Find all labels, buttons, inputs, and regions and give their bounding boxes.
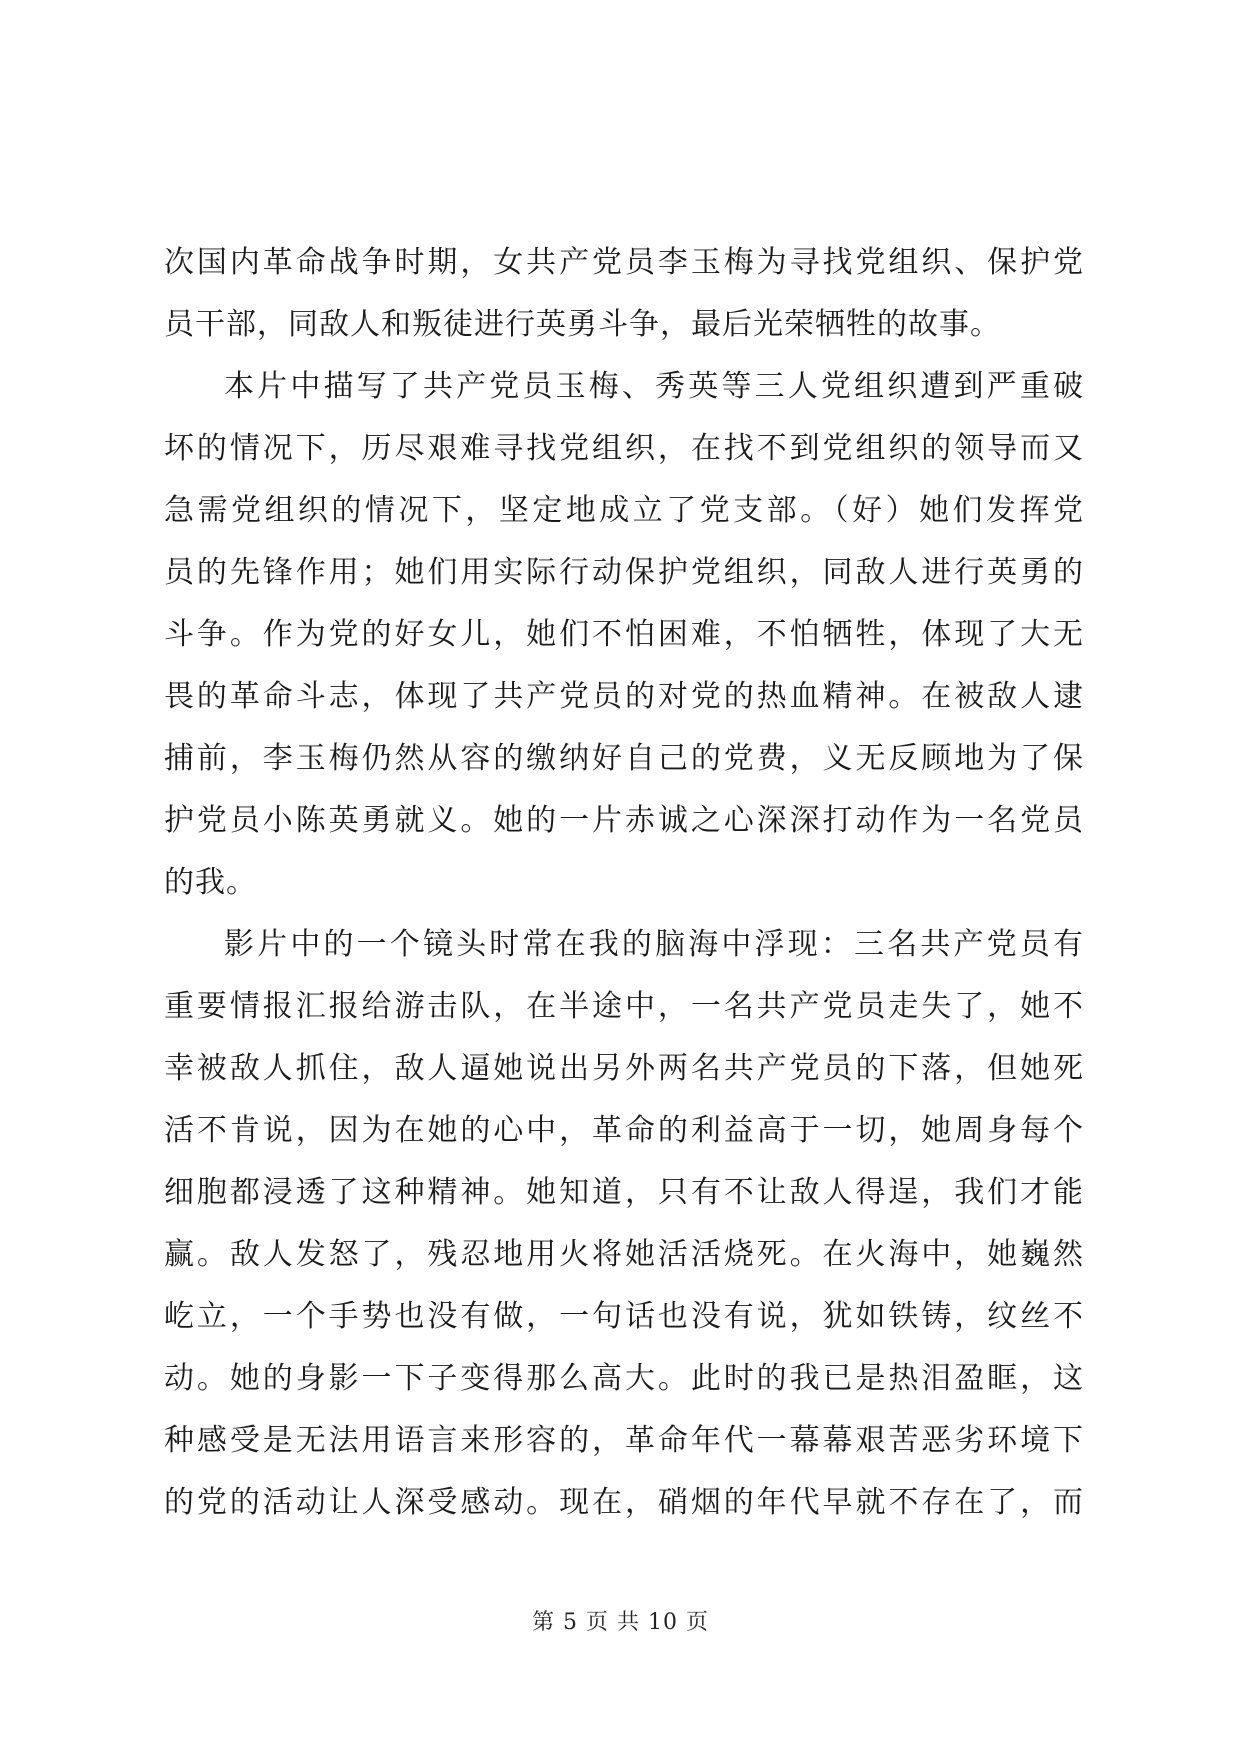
text-line: 重要情报汇报给游击队，在半途中，一名共产党员走失了，她不 [164, 989, 1084, 1024]
body-text [164, 232, 1084, 1534]
page-footer: 第 5 页 共 10 页 [532, 1610, 709, 1635]
text-line: 急需党组织的情况下，坚定地成立了党支部。（好）她们发挥党 [164, 493, 1084, 528]
text-line: 捕前，李玉梅仍然从容的缴纳好自己的党费，义无反顾地为了保 [164, 741, 1084, 776]
text-line: 员干部，同敌人和叛徒进行英勇斗争，最后光荣牺牲的故事。 [164, 307, 1001, 342]
text-line: 赢。敌人发怒了，残忍地用火将她活活烧死。在火海中，她巍然 [164, 1237, 1084, 1272]
text-line: 坏的情况下，历尽艰难寻找党组织，在找不到党组织的领导而又 [164, 431, 1084, 466]
text-line: 本片中描写了共产党员玉梅、秀英等三人党组织遭到严重破 [224, 369, 1084, 404]
text-line: 护党员小陈英勇就义。她的一片赤诚之心深深打动作为一名党员 [164, 803, 1084, 838]
text-line: 影片中的一个镜头时常在我的脑海中浮现：三名共产党员有 [224, 927, 1084, 962]
text-line: 斗争。作为党的好女儿，她们不怕困难，不怕牺牲，体现了大无 [164, 617, 1084, 652]
text-line: 畏的革命斗志，体现了共产党员的对党的热血精神。在被敌人逮 [164, 679, 1084, 714]
text-line: 幸被敌人抓住，敌人逼她说出另外两名共产党员的下落，但她死 [164, 1051, 1084, 1086]
text-line: 的我。 [164, 865, 257, 900]
text-line: 次国内革命战争时期，女共产党员李玉梅为寻找党组织、保护党 [164, 245, 1084, 280]
text-line: 员的先锋作用；她们用实际行动保护党组织，同敌人进行英勇的 [164, 555, 1084, 590]
text-line: 动。她的身影一下子变得那么高大。此时的我已是热泪盈眶，这 [164, 1361, 1084, 1396]
text-line: 活不肯说，因为在她的心中，革命的利益高于一切，她周身每个 [164, 1113, 1084, 1148]
text-line: 种感受是无法用语言来形容的，革命年代一幕幕艰苦恶劣环境下 [164, 1423, 1084, 1458]
text-line: 屹立，一个手势也没有做，一句话也没有说，犹如铁铸，纹丝不 [164, 1299, 1084, 1334]
text-line: 细胞都浸透了这种精神。她知道，只有不让敌人得逞，我们才能 [164, 1175, 1084, 1210]
text-line: 的党的活动让人深受感动。现在，硝烟的年代早就不存在了，而 [164, 1485, 1084, 1520]
